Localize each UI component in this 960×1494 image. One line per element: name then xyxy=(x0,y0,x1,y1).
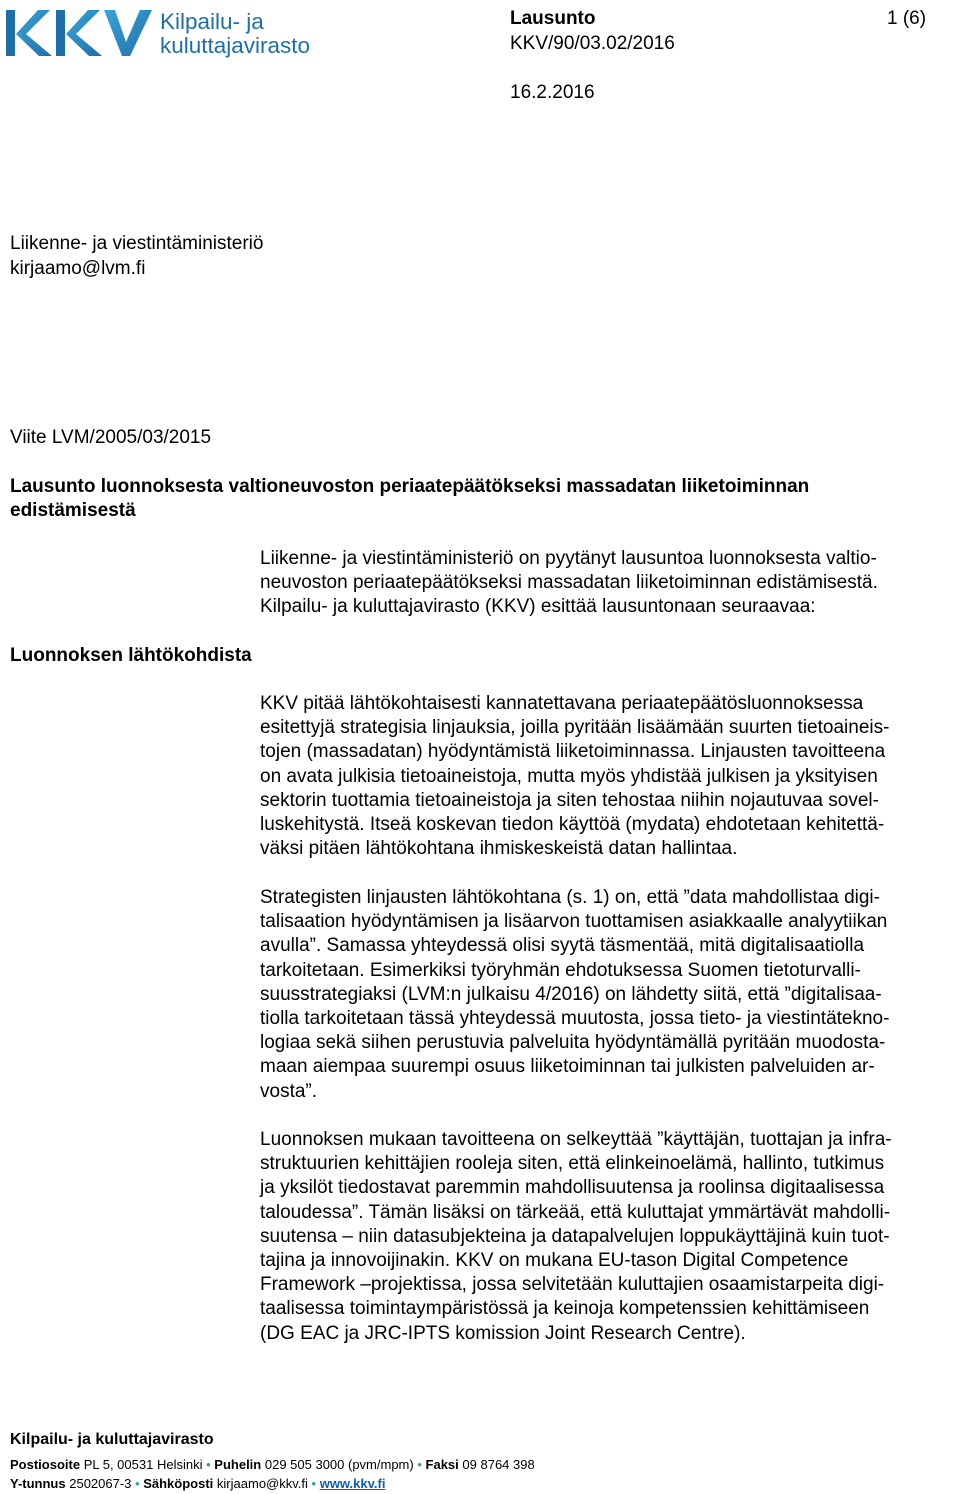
footer-ytunnus-value: 2502067-3 xyxy=(69,1476,132,1491)
footer-phone-value: 029 505 3000 (pvm/mpm) xyxy=(264,1457,414,1472)
footer-id-line xyxy=(10,1476,385,1491)
footer-fax-label: Faksi xyxy=(425,1457,459,1472)
paragraph-line: sektorin tuottamia tietoaineistoja ja siten tehostaa niihin nojautuvaa sovel- xyxy=(260,789,879,811)
footer-phone-label: Puhelin xyxy=(214,1457,262,1472)
paragraph-line: ja yksilöt tiedostavat paremmin mahdollisuutensa ja roolinsa digitaalisessa xyxy=(260,1177,885,1199)
footer-separator: • xyxy=(417,1457,422,1472)
footer-separator: • xyxy=(311,1476,317,1491)
footer-email-label: Sähköposti xyxy=(143,1476,214,1491)
paragraph-line: avulla”. Samassa yhteydessä olisi syytä täsmentää, mitä digitalisaatiolla xyxy=(260,935,865,957)
logo-text-line2: kuluttajavirasto xyxy=(160,33,311,58)
paragraph-line: taalisessa toimintaympäristössä ja keinoja kompetenssien kehittämiseen xyxy=(260,1298,870,1320)
footer-separator: • xyxy=(135,1476,140,1491)
paragraph-line: väksi pitäen lähtökohtana ihmiskeskeistä datan hallintaa. xyxy=(260,838,738,860)
paragraph-line: (DG EAC ja JRC-IPTS komission Joint Research Centre). xyxy=(260,1322,746,1344)
document-date: 16.2.2016 xyxy=(510,82,595,103)
section-heading: Luonnoksen lähtökohdista xyxy=(10,645,252,666)
title-line: edistämisestä xyxy=(10,500,136,521)
footer-separator: • xyxy=(206,1457,211,1472)
paragraph-line: suusstrategiaksi (LVM:n julkaisu 4/2016) on lähdetty siitä, että ”digitalisaa- xyxy=(260,983,882,1005)
paragraph-line: Framework –projektissa, jossa selvitetään kuluttajien osaamistarpeita digi- xyxy=(260,1274,885,1296)
footer-contact-line xyxy=(10,1457,535,1472)
paragraph-roles xyxy=(260,1128,960,1346)
page-number: 1 (6) xyxy=(887,8,927,29)
paragraph-line: suutensa – niin datasubjekteina ja datapalvelujen loppukäyttäjinä kuin tuot- xyxy=(260,1225,890,1247)
paragraph-line: on avata julkisia tietoaineistoja, mutta myös yhdistää julkisen ja yksityisen xyxy=(260,765,878,787)
footer-email-value: kirjaamo@kkv.fi xyxy=(216,1476,308,1491)
paragraph-kkv-position xyxy=(260,692,960,861)
document-number: KKV/90/03.02/2016 xyxy=(510,33,675,54)
paragraph-line: tojen (massadatan) hyödyntämistä liiketoiminnassa. Linjausten tavoitteena xyxy=(260,741,886,763)
paragraph-line: vosta”. xyxy=(260,1080,318,1102)
paragraph-line: Kilpailu- ja kuluttajavirasto (KKV) esittää lausuntonaan seuraavaa: xyxy=(260,596,816,618)
footer-fax-value: 09 8764 398 xyxy=(462,1457,535,1472)
paragraph-line: taloudessa”. Tämän lisäksi on tärkeää, että kuluttajat ymmärtävät mahdolli- xyxy=(260,1201,891,1223)
recipient-name: Liikenne- ja viestintäministeriö xyxy=(10,233,264,254)
paragraph-line: KKV pitää lähtökohtaisesti kannatettavana periaatepäätösluonnoksessa xyxy=(260,693,864,714)
document-type: Lausunto xyxy=(510,8,596,29)
footer-postal-value: PL 5, 00531 Helsinki xyxy=(83,1457,203,1472)
paragraph-line: Strategisten linjausten lähtökohtana (s. 1) on, että ”data mahdollistaa digi- xyxy=(260,887,880,908)
paragraph-line: tarkoitetaan. Esimerkiksi työryhmän ehdotuksessa Suomen tietoturvalli- xyxy=(260,959,861,981)
paragraph-line: neuvoston periaatepäätökseksi massadatan liiketoiminnan edistämisestä. xyxy=(260,572,878,594)
paragraph-line: luskehitystä. Itseä koskevan tiedon käyttöä (mydata) ehdotetaan kehitettä- xyxy=(260,814,885,836)
paragraph-line: maan aiempaa suurempi osuus liiketoiminnan tai julkisten palveluiden ar- xyxy=(260,1056,875,1078)
footer-website-link[interactable]: www.kkv.fi xyxy=(319,1476,386,1491)
paragraph-line: Luonnoksen mukaan tavoitteena on selkeyttää ”käyttäjän, tuottajan ja infra- xyxy=(260,1129,892,1150)
paragraph-line: talisaation hyödyntämisen ja lisäarvon tuottamisen asiakkaalle analyytiikan xyxy=(260,911,888,933)
paragraph-intro xyxy=(260,547,960,620)
title-line: Lausunto luonnoksesta valtioneuvoston periaatepäätökseksi massadatan liiketoiminnan xyxy=(10,476,810,497)
footer-ytunnus-label: Y-tunnus xyxy=(10,1476,66,1491)
footer-postal-label: Postiosoite xyxy=(10,1457,81,1472)
kkv-logo-mark-icon xyxy=(6,6,156,62)
recipient-email: kirjaamo@lvm.fi xyxy=(10,258,146,279)
logo-text-line1: Kilpailu- ja xyxy=(160,9,264,34)
logo xyxy=(6,6,346,62)
paragraph-line: struktuurien kehittäjien rooleja siten, että elinkeinoelämä, hallinto, tutkimus xyxy=(260,1153,885,1175)
paragraph-line: tajina ja innovoijinakin. KKV on mukana EU-tason Digital Competence xyxy=(260,1250,849,1272)
paragraph-line: Liikenne- ja viestintäministeriö on pyytänyt lausuntoa luonnoksesta valtio- xyxy=(260,548,877,569)
footer-org-name: Kilpailu- ja kuluttajavirasto xyxy=(10,1431,214,1448)
document-title xyxy=(10,475,940,523)
paragraph-line: logiaa sekä siihen perustuvia palveluita hyödyntämällä pyritään muodosta- xyxy=(260,1032,886,1054)
reference: Viite LVM/2005/03/2015 xyxy=(10,427,212,448)
paragraph-line: esitettyjä strategisia linjauksia, joilla pyritään lisäämään suurten tietoaineis- xyxy=(260,717,890,739)
paragraph-line: tiolla tarkoitetaan tässä yhteydessä muutosta, jossa tieto- ja viestintäteknо- xyxy=(260,1008,890,1030)
paragraph-strategy xyxy=(260,886,960,1104)
